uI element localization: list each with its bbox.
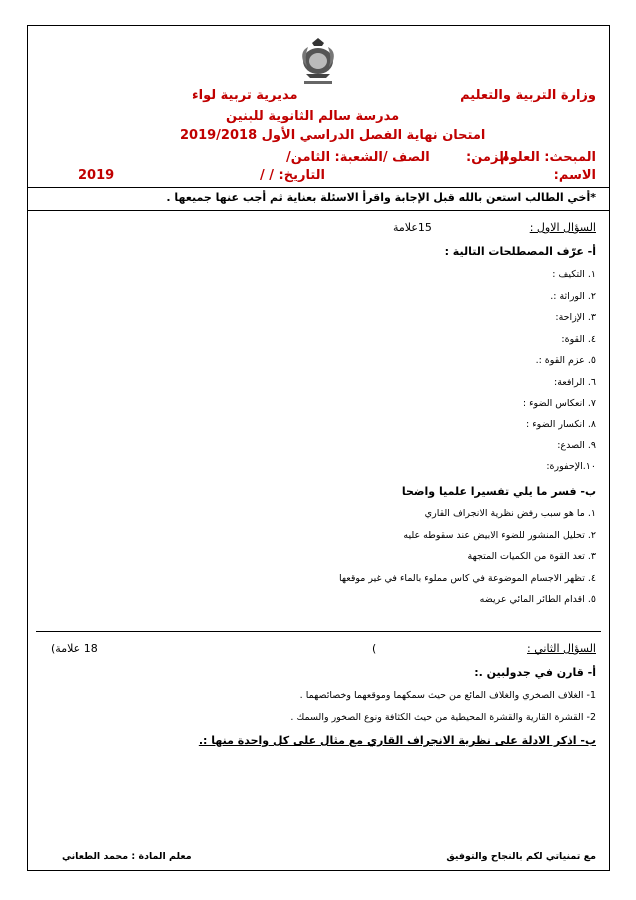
q1-a-item-7: ٧. انعكاس الضوء : [522,398,596,409]
q2-title: السؤال الثاني : [527,642,596,655]
q1-b-item-4: ٤. تظهر الاجسام الموضوعة في كاس مملوء بالماء في غير موقعها [338,573,596,584]
q2-part-b-title: ب- اذكر الادلة على نظرية الانجراف القاري مع مثال على كل واحدة منها :. [198,734,596,747]
name-label: الاسم: [553,168,596,183]
q1-a-item-5: ٥. عزم القوة :. [535,355,596,366]
q1-b-item-5: ٥. اقدام الطائر المائي عريضه [479,594,596,605]
q2-marks: 18 علامة) [51,642,98,655]
q1-part-a-title: أ- عرّف المصطلحات التالية : [444,245,596,258]
school-name: مدرسة سالم الثانوية للبنين [226,109,400,124]
q2-open-paren: ( [372,642,377,655]
q1-a-item-3: ٣. الإزاحة: [555,312,596,323]
q1-a-item-2: ٢. الوراثة :. [550,291,596,302]
subject-label: المبحث: العلوم [500,150,596,165]
exam-title: امتحان نهاية الفصل الدراسي الأول 2019/2018 [180,128,486,143]
q1-title: السؤال الاول : [529,221,596,234]
q1-marks: 15علامة [393,221,432,234]
grade-label: الصف /الشعبة: الثامن/ [286,150,430,165]
q1-b-item-2: ٢. تحليل المنشور للضوء الابيض عند سقوطه عليه [403,530,596,541]
year-label: 2019 [78,168,115,183]
q1-a-item-4: ٤. القوة: [561,334,596,345]
footer-teacher: معلم المادة : محمد الطعاني [62,851,192,862]
header-divider [27,187,610,188]
q2-a-item-1: 1- الغلاف الصخري والغلاف المائع من حيث سمكهما وموقعهما وخصائصهما . [299,690,596,701]
q1-a-item-10: ١٠.الإحفورة: [546,461,596,472]
instructions-divider [27,210,610,211]
q1-a-item-9: ٩. الصدع: [557,440,596,451]
footer-wishes: مع تمنياتي لكم بالنجاح والتوفيق [446,851,596,862]
q1-a-item-8: ٨. انكسار الضوء : [525,419,596,430]
q2-a-item-2: 2- القشرة القارية والقشرة المحيطية من حيث الكثافة ونوع الصخور والسمك . [290,712,596,723]
q2-part-a-title: أ- قارن في جدولبين .: [474,666,596,679]
q1-a-item-6: ٦. الرافعة: [554,377,596,388]
instructions-text: *أخي الطالب استعن بالله قبل الإجابة واقرأ الاسئلة بعناية ثم أجب عنها جميعها . [166,191,596,204]
q1-part-b-title: ب- فسر ما يلي تفسيرا علميا واضحا [401,485,596,498]
section-divider [36,631,601,632]
q1-b-item-1: ١. ما هو سبب رفض نظرية الانجراف القاري [424,508,596,519]
q1-a-item-1: ١. التكيف : [552,269,596,280]
ministry-title: وزارة التربية والتعليم [460,88,596,103]
date-label: التاريخ: / / [260,168,326,183]
directorate-title: مديرية تربية لواء [192,88,298,103]
jordan-crest-icon [296,37,340,87]
q1-b-item-3: ٣. تعد القوة من الكميات المتجهة [467,551,596,562]
time-label: الزمن: [466,150,509,165]
